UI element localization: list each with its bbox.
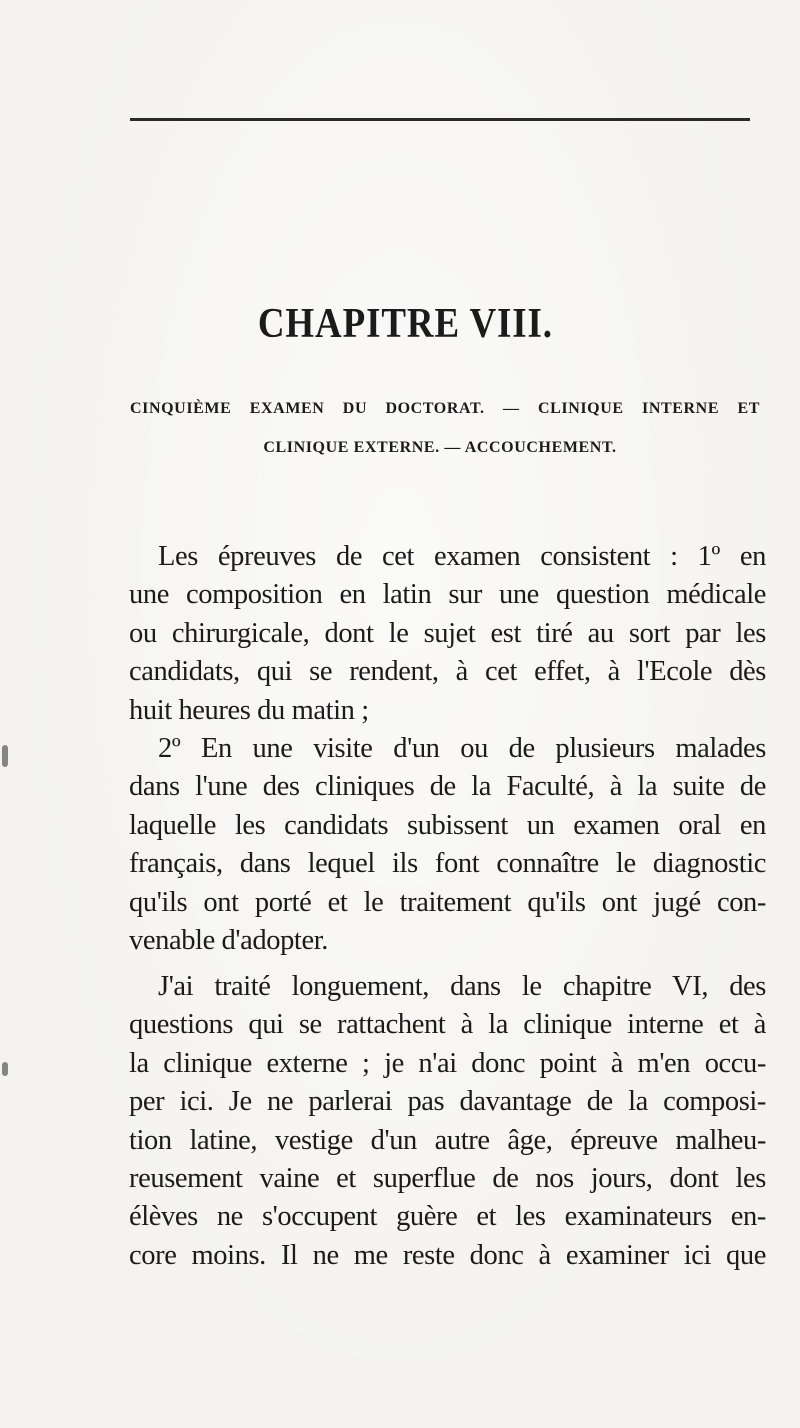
paragraph-2 — [129, 730, 766, 960]
margin-ink-mark — [2, 745, 8, 767]
chapter-title: CHAPITRE VIII. — [257, 301, 553, 347]
header-rule — [130, 118, 750, 121]
text-line: qu'ils ont porté et le traitement qu'ils ont jugé con- — [129, 886, 766, 918]
text-line: J'ai traité longuement, dans le chapitre VI, des — [158, 971, 766, 1002]
paragraph-3 — [129, 968, 766, 1275]
text-line: tion latine, vestige d'un autre âge, épreuve malheu- — [129, 1124, 766, 1156]
text-line: core moins. Il ne me reste donc à examiner ici que — [129, 1239, 766, 1271]
text-line: huit heures du matin ; — [129, 694, 369, 726]
text-line: élèves ne s'occupent guère et les examinateurs en- — [129, 1201, 766, 1233]
margin-ink-mark — [2, 1062, 8, 1076]
text-line: la clinique externe ; je n'ai donc point à m'en occu- — [129, 1047, 766, 1079]
text-line: venable d'adopter. — [129, 925, 328, 957]
text-line: ou chirurgicale, dont le sujet est tiré au sort par les — [129, 617, 766, 649]
text-line: questions qui se rattachent à la clinique interne et à — [129, 1009, 766, 1041]
paragraph-1 — [129, 538, 766, 730]
text-line: candidats, qui se rendent, à cet effet, à l'Ecole dès — [129, 656, 766, 688]
text-line: une composition en latin sur une question médicale — [129, 579, 766, 611]
text-line: per ici. Je ne parlerai pas davantage de la composi- — [129, 1086, 766, 1118]
text-line: reusement vaine et superflue de nos jours, dont les — [129, 1163, 766, 1195]
text-line: 2º En une visite d'un ou de plusieurs malades — [158, 733, 766, 764]
chapter-subtitle-line-2: CLINIQUE EXTERNE. — ACCOUCHEMENT. — [263, 439, 617, 456]
text-line: français, dans lequel ils font connaître le diagnostic — [129, 848, 766, 880]
text-line: laquelle les candidats subissent un examen oral en — [129, 809, 766, 841]
text-line: Les épreuves de cet examen consistent : 1º en — [158, 541, 766, 572]
chapter-subtitle-line-1: CINQUIÈME EXAMEN DU DOCTORAT. — CLINIQUE INTERNE ET — [130, 400, 760, 417]
text-line: dans l'une des cliniques de la Faculté, à la suite de — [129, 771, 766, 803]
